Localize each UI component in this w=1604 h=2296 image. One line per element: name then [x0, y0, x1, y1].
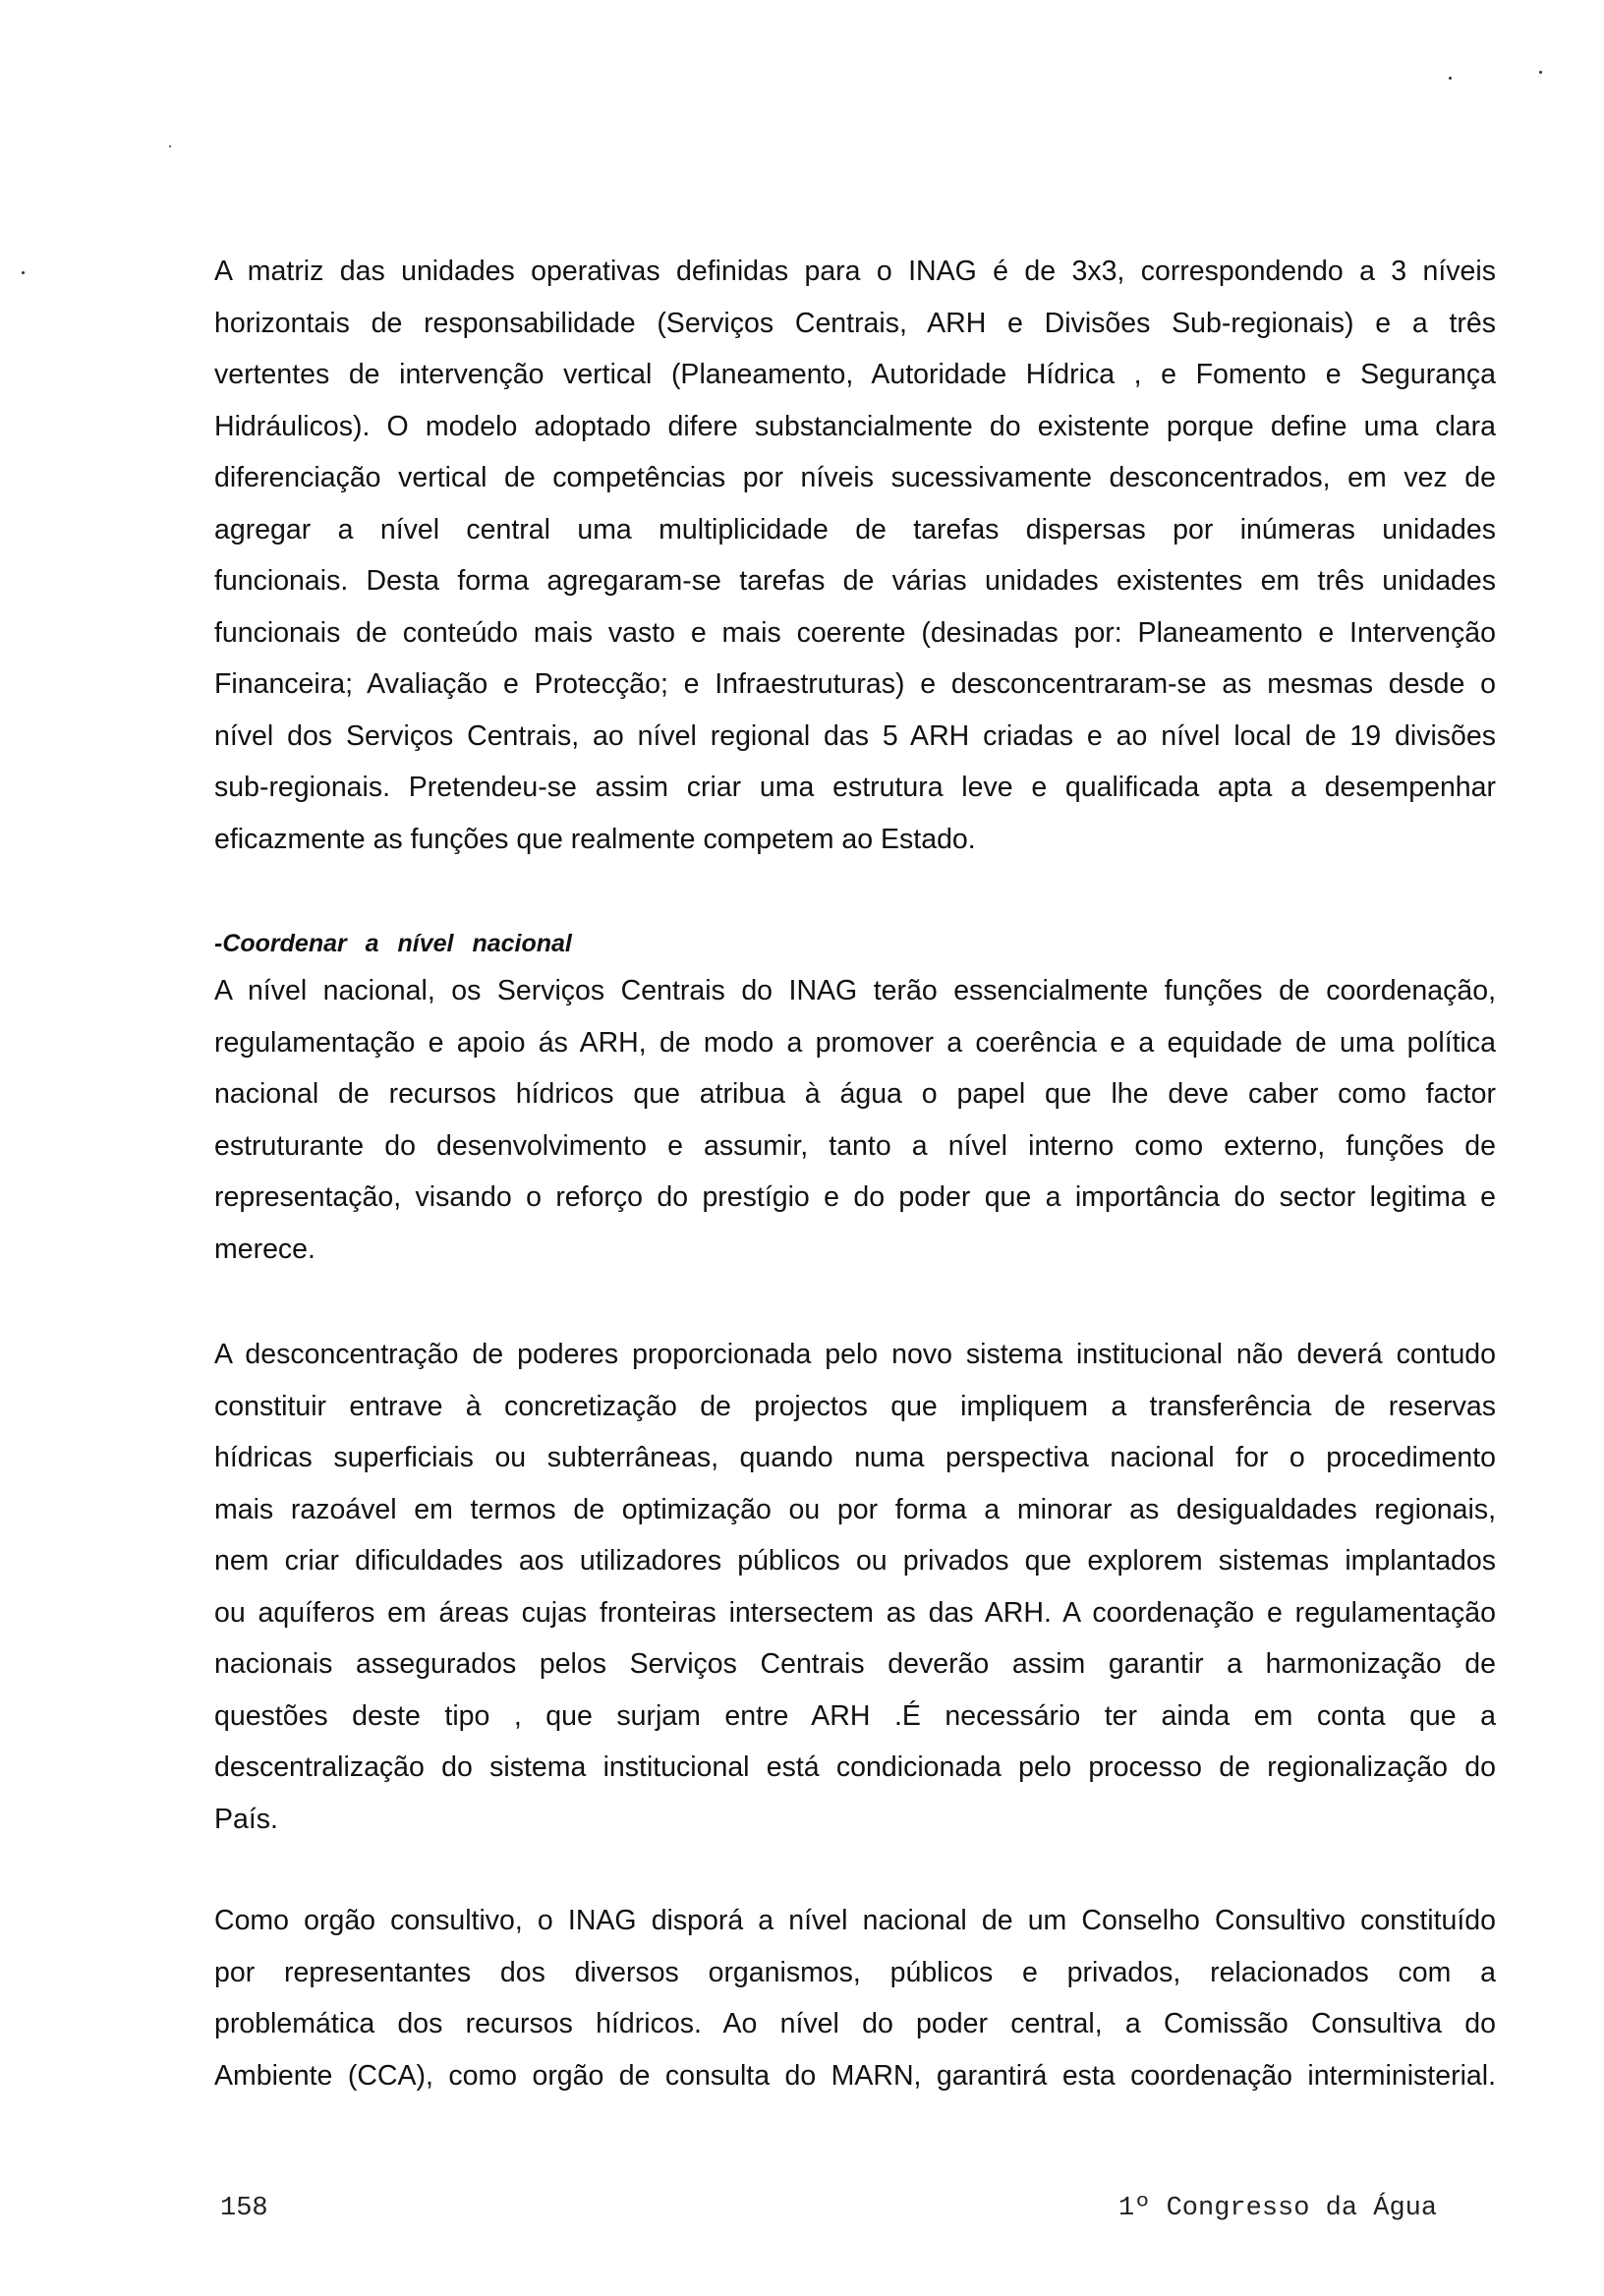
text-line: Ambiente (CCA), como orgão de consulta do MARN, garantirá esta coordenação interministerial. [214, 2059, 1496, 2092]
text-line: problemática dos recursos hídricos. Ao nível do poder central, a Comissão Consultiva do [214, 2008, 1496, 2039]
text-line: regulamentação e apoio ás ARH, de modo a promover a coerência e a equidade de uma política [214, 1026, 1496, 1059]
paragraph-orgao-consultivo [214, 1895, 1496, 2101]
text-line: horizontais de responsabilidade (Serviços Centrais, ARH e Divisões Sub-regionais) e a três [214, 307, 1496, 339]
text-line: estruturante do desenvolvimento e assumir, tanto a nível interno como externo, funções de [214, 1129, 1496, 1162]
text-line: sub-regionais. Pretendeu-se assim criar uma estrutura leve e qualificada apta a desempenhar [214, 772, 1496, 803]
text-line: A matriz das unidades operativas definidas para o INAG é de 3x3, correspondendo a 3 níveis [214, 256, 1496, 287]
text-line: nem criar dificuldades aos utilizadores públicos ou privados que explorem sistemas implantados [214, 1545, 1496, 1577]
paragraph-nivel-nacional [214, 965, 1496, 1275]
text-line: nível dos Serviços Centrais, ao nível regional das 5 ARH criadas e ao nível local de 19 divisões [214, 719, 1496, 752]
scan-speck [1449, 77, 1452, 80]
text-line: funcionais de conteúdo mais vasto e mais coerente (desinadas por: Planeamento e Intervenção [214, 616, 1496, 649]
text-line: merece. [214, 1233, 315, 1265]
text-line: Como orgão consultivo, o INAG disporá a nível nacional de um Conselho Consultivo constituído [214, 1905, 1496, 1936]
text-line: representação, visando o reforço do prestígio e do poder que a importância do sector legitima e [214, 1181, 1496, 1213]
text-line: Financeira; Avaliação e Protecção; e Infraestruturas) e desconcentraram-se as mesmas desde o [214, 668, 1496, 700]
text-line: mais razoável em termos de optimização ou por forma a minorar as desigualdades regionais, [214, 1493, 1496, 1525]
scan-speck [169, 145, 171, 147]
text-line: A desconcentração de poderes proporcionada pelo novo sistema institucional não deverá contudo [214, 1339, 1496, 1370]
paragraph-matriz [214, 246, 1496, 865]
text-line: nacional de recursos hídricos que atribua à água o papel que lhe deve caber como factor [214, 1078, 1496, 1110]
text-line: País. [214, 1803, 278, 1835]
text-line: A nível nacional, os Serviços Centrais do INAG terão essencialmente funções de coordenação, [214, 975, 1496, 1006]
scan-speck [1539, 71, 1542, 74]
paragraph-desconcentracao [214, 1329, 1496, 1845]
text-line: constituir entrave à concretização de projectos que impliquem a transferência de reservas [214, 1390, 1496, 1422]
text-line: descentralização do sistema institucional está condicionada pelo processo de regionalização do [214, 1751, 1496, 1783]
text-line: agregar a nível central uma multiplicidade de tarefas dispersas por inúmeras unidades [214, 513, 1496, 545]
text-line: por representantes dos diversos organismos, públicos e privados, relacionados com a [214, 1956, 1496, 1988]
text-line: eficazmente as funções que realmente competem ao Estado. [214, 823, 976, 855]
text-line: diferenciação vertical de competências por níveis sucessivamente desconcentrados, em vez de [214, 462, 1496, 493]
text-line: Hidráulicos). O modelo adoptado difere substancialmente do existente porque define uma clara [214, 410, 1496, 442]
scan-speck [22, 271, 25, 274]
text-line: funcionais. Desta forma agregaram-se tarefas de várias unidades existentes em três unidades [214, 565, 1496, 597]
section-heading-block [214, 922, 1496, 965]
section-heading: -Coordenar a nível nacional [214, 930, 572, 957]
page-number: 158 [220, 2194, 268, 2223]
publication-title: 1º Congresso da Água [1118, 2194, 1438, 2223]
text-line: ou aquíferos em áreas cujas fronteiras intersectem as das ARH. A coordenação e regulamentação [214, 1596, 1496, 1629]
text-line: hídricas superficiais ou subterrâneas, quando numa perspectiva nacional for o procedimento [214, 1442, 1496, 1473]
text-line: questões deste tipo , que surjam entre ARH .É necessário ter ainda em conta que a [214, 1699, 1496, 1732]
text-line: nacionais assegurados pelos Serviços Centrais deverão assim garantir a harmonização de [214, 1648, 1496, 1680]
text-line: vertentes de intervenção vertical (Planeamento, Autoridade Hídrica , e Fomento e Segurança [214, 359, 1496, 390]
